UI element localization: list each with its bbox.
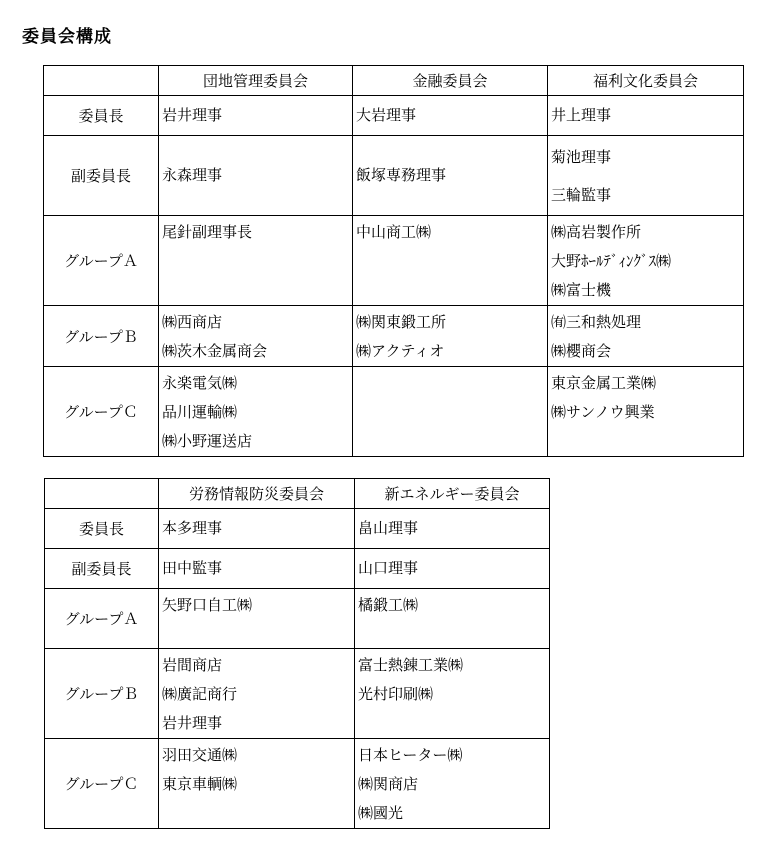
member-cell bbox=[355, 549, 550, 589]
member-entry: 東京車輌㈱ bbox=[162, 775, 238, 793]
row-label: グループＢ bbox=[44, 306, 159, 367]
member-cell bbox=[548, 136, 744, 216]
member-cell bbox=[159, 367, 353, 457]
member-entry: 岩井理事 bbox=[162, 714, 223, 732]
row-label: グループＢ bbox=[45, 649, 159, 739]
member-entry: ㈱櫻商会 bbox=[551, 342, 612, 360]
member-entry: 山口理事 bbox=[358, 559, 419, 577]
member-entry: 井上理事 bbox=[551, 106, 612, 124]
member-entry: ㈱國光 bbox=[358, 804, 404, 822]
member-entry: 本多理事 bbox=[162, 519, 223, 537]
member-cell bbox=[353, 136, 548, 216]
table-row bbox=[44, 136, 744, 216]
row-label: グループＡ bbox=[44, 216, 159, 306]
committee-table-1 bbox=[43, 65, 744, 457]
member-cell bbox=[355, 509, 550, 549]
member-entry: ㈱廣記商行 bbox=[162, 685, 238, 703]
member-cell bbox=[355, 649, 550, 739]
committee-header: 金融委員会 bbox=[353, 66, 548, 96]
table-row bbox=[45, 509, 550, 549]
committee-table-2 bbox=[44, 478, 550, 829]
header-row bbox=[44, 66, 744, 96]
member-cell bbox=[548, 216, 744, 306]
member-entry: ㈱高岩製作所 bbox=[551, 223, 642, 241]
member-entry: 羽田交通㈱ bbox=[162, 746, 238, 764]
member-cell bbox=[548, 96, 744, 136]
member-cell bbox=[159, 509, 355, 549]
member-cell bbox=[353, 367, 548, 457]
member-cell bbox=[353, 96, 548, 136]
member-cell bbox=[159, 96, 353, 136]
member-entry: ㈱西商店 bbox=[162, 313, 223, 331]
member-cell bbox=[159, 549, 355, 589]
corner-cell bbox=[44, 66, 159, 96]
member-entry: 岩井理事 bbox=[162, 106, 223, 124]
member-cell bbox=[353, 216, 548, 306]
table-row bbox=[45, 589, 550, 649]
table-row bbox=[44, 306, 744, 367]
member-entry: ㈱富士機 bbox=[551, 281, 612, 299]
committee-header: 新エネルギー委員会 bbox=[355, 479, 550, 509]
row-label: グループＣ bbox=[44, 367, 159, 457]
member-entry: ㈱アクティオ bbox=[356, 342, 445, 360]
member-entry: 菊池理事 bbox=[551, 147, 612, 166]
member-entry: ㈱茨木金属商会 bbox=[162, 342, 268, 360]
member-entry: 品川運輸㈱ bbox=[162, 403, 238, 421]
header-row bbox=[45, 479, 550, 509]
member-cell bbox=[159, 306, 353, 367]
table-row bbox=[44, 96, 744, 136]
member-entry: 富士熱錬工業㈱ bbox=[358, 656, 464, 674]
member-entry: 橘鍛工㈱ bbox=[358, 596, 419, 614]
row-label: グループＣ bbox=[45, 739, 159, 829]
committee-header: 労務情報防災委員会 bbox=[159, 479, 355, 509]
table-row bbox=[45, 739, 550, 829]
member-entry: 三輪監事 bbox=[551, 185, 612, 204]
table-row bbox=[45, 549, 550, 589]
member-cell bbox=[159, 589, 355, 649]
row-label: グループＡ bbox=[45, 589, 159, 649]
table-row bbox=[44, 367, 744, 457]
member-entry: 日本ヒーター㈱ bbox=[358, 746, 463, 764]
member-cell bbox=[159, 136, 353, 216]
member-cell bbox=[548, 306, 744, 367]
table-row bbox=[45, 649, 550, 739]
row-label: 副委員長 bbox=[44, 136, 159, 216]
member-entry: 東京金属工業㈱ bbox=[551, 374, 657, 392]
member-entry: 岩間商店 bbox=[162, 656, 223, 674]
member-entry: 永楽電気㈱ bbox=[162, 374, 238, 392]
member-entry: 中山商工㈱ bbox=[356, 223, 432, 241]
member-cell bbox=[159, 739, 355, 829]
row-label: 委員長 bbox=[44, 96, 159, 136]
corner-cell bbox=[45, 479, 159, 509]
member-cell bbox=[355, 589, 550, 649]
member-cell bbox=[548, 367, 744, 457]
member-entry: 尾針副理事長 bbox=[162, 223, 253, 241]
member-entry: ㈱小野運送店 bbox=[162, 432, 253, 450]
member-entry: ㈱サンノウ興業 bbox=[551, 403, 655, 421]
member-cell bbox=[355, 739, 550, 829]
member-entry: 田中監事 bbox=[162, 559, 223, 577]
member-entry: 大野ﾎｰﾙﾃﾞｨﾝｸﾞｽ㈱ bbox=[551, 252, 672, 270]
member-entry: ㈱関商店 bbox=[358, 775, 419, 793]
page-title: 委員会構成 bbox=[22, 27, 112, 47]
row-label: 委員長 bbox=[45, 509, 159, 549]
member-cell bbox=[159, 216, 353, 306]
member-entry: 大岩理事 bbox=[356, 106, 417, 124]
committee-header: 福利文化委員会 bbox=[548, 66, 744, 96]
member-entry: 飯塚専務理事 bbox=[356, 166, 447, 184]
member-entry: 矢野口自工㈱ bbox=[162, 596, 253, 614]
member-entry: ㈱関東鍛工所 bbox=[356, 313, 447, 331]
member-cell bbox=[159, 649, 355, 739]
member-entry: 光村印刷㈱ bbox=[358, 685, 434, 703]
table-row bbox=[44, 216, 744, 306]
row-label: 副委員長 bbox=[45, 549, 159, 589]
member-entry: ㈲三和熱処理 bbox=[551, 313, 642, 331]
member-cell bbox=[353, 306, 548, 367]
committee-header: 団地管理委員会 bbox=[159, 66, 353, 96]
member-entry: 永森理事 bbox=[162, 166, 223, 184]
member-entry: 畠山理事 bbox=[358, 519, 419, 537]
